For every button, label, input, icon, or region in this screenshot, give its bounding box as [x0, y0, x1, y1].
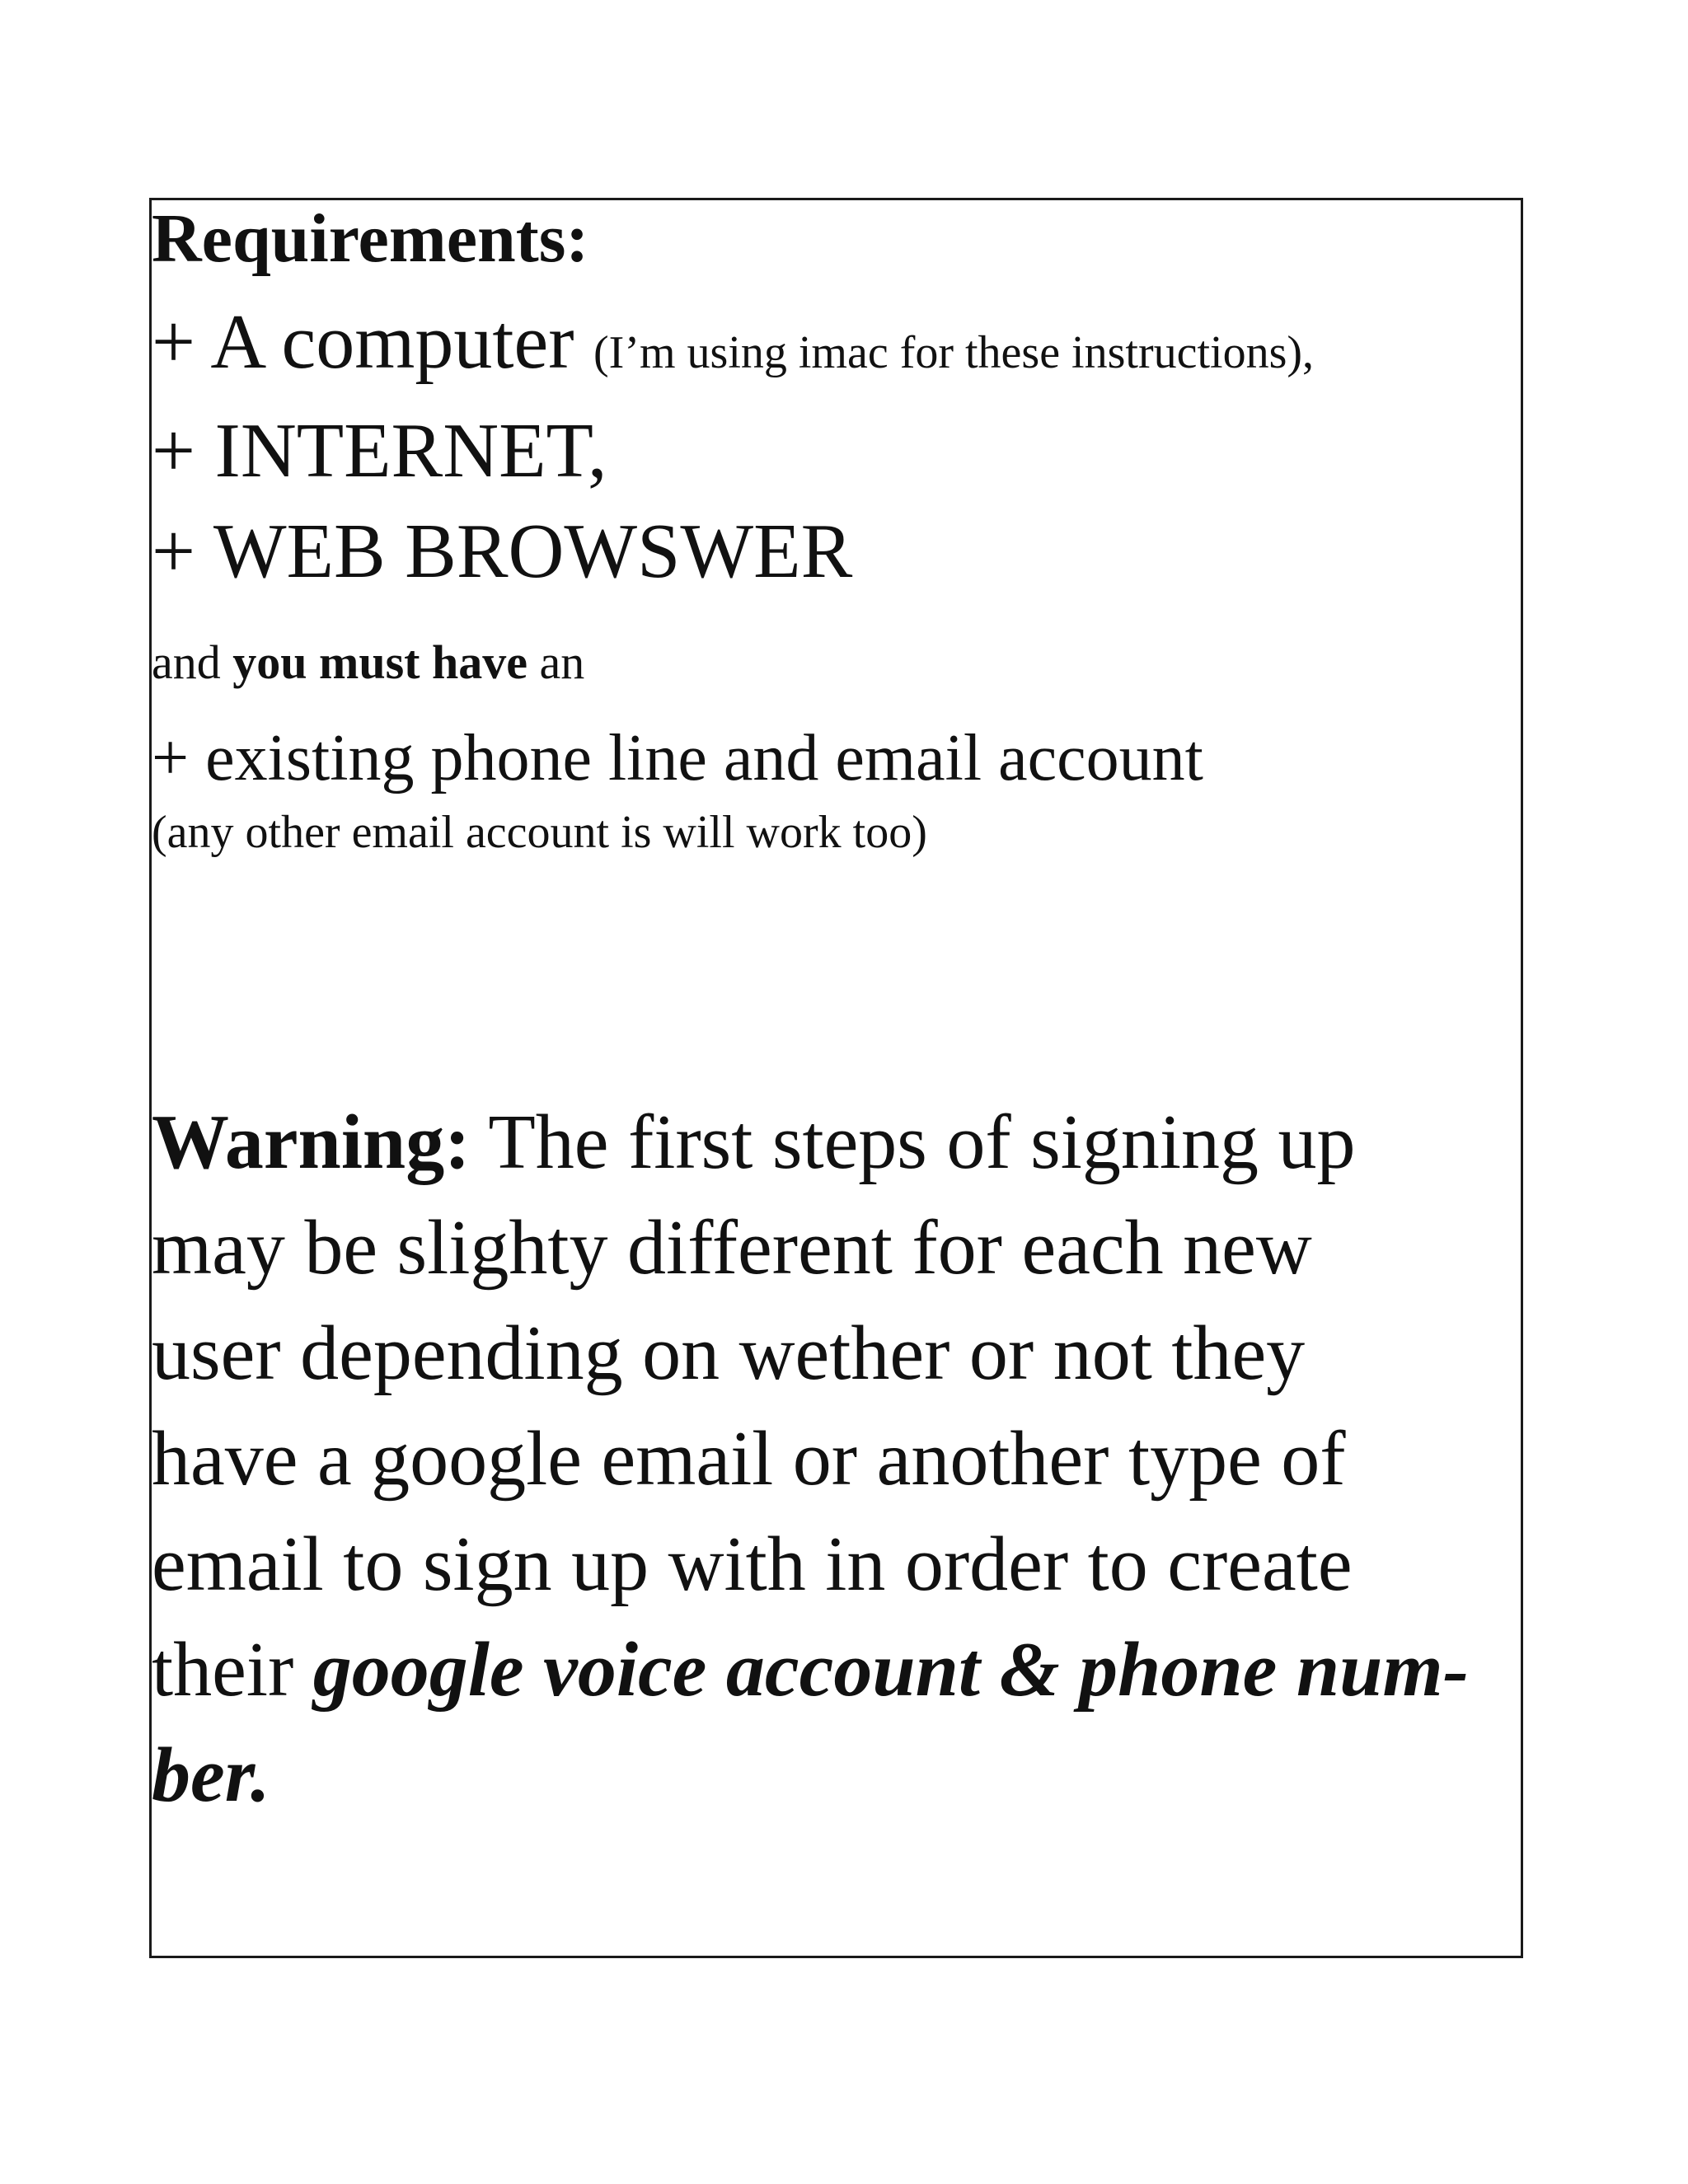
requirement-existing-accounts: + existing phone line and email account — [152, 722, 1203, 794]
requirement-computer — [152, 299, 1315, 385]
warning-line-1 — [152, 1090, 1520, 1195]
warning-label: Warning: — [152, 1099, 471, 1185]
must-have-prefix: and — [152, 635, 233, 689]
warning-line-5: email to sign up with in order to create — [152, 1521, 1353, 1607]
must-have-line — [152, 635, 585, 689]
requirement-browser: + WEB BROWSWER — [152, 509, 853, 594]
warning-paragraph — [152, 1090, 1520, 1828]
warning-line-2: may be slighty different for each new — [152, 1205, 1312, 1291]
requirements-heading: Requirements: — [152, 200, 589, 277]
warning-line-6-prefix: their — [152, 1627, 313, 1713]
warning-line-7: ber. — [152, 1732, 270, 1818]
requirement-computer-label: + A computer — [152, 299, 574, 385]
must-have-emphasis: you must have — [232, 635, 528, 689]
warning-line-6 — [152, 1617, 1520, 1722]
warning-line-4: have a google email or another type of — [152, 1416, 1346, 1502]
requirement-internet: + INTERNET, — [152, 408, 607, 494]
other-email-note: (any other email account is will work too) — [152, 807, 927, 858]
must-have-suffix: an — [527, 635, 585, 689]
requirement-computer-note: (I’m using imac for these instructions), — [593, 327, 1315, 378]
warning-emphasis: google voice account & phone num- — [312, 1627, 1469, 1713]
warning-line-1-text: The first steps of signing up — [470, 1099, 1356, 1185]
warning-line-3: user depending on wether or not they — [152, 1310, 1306, 1396]
